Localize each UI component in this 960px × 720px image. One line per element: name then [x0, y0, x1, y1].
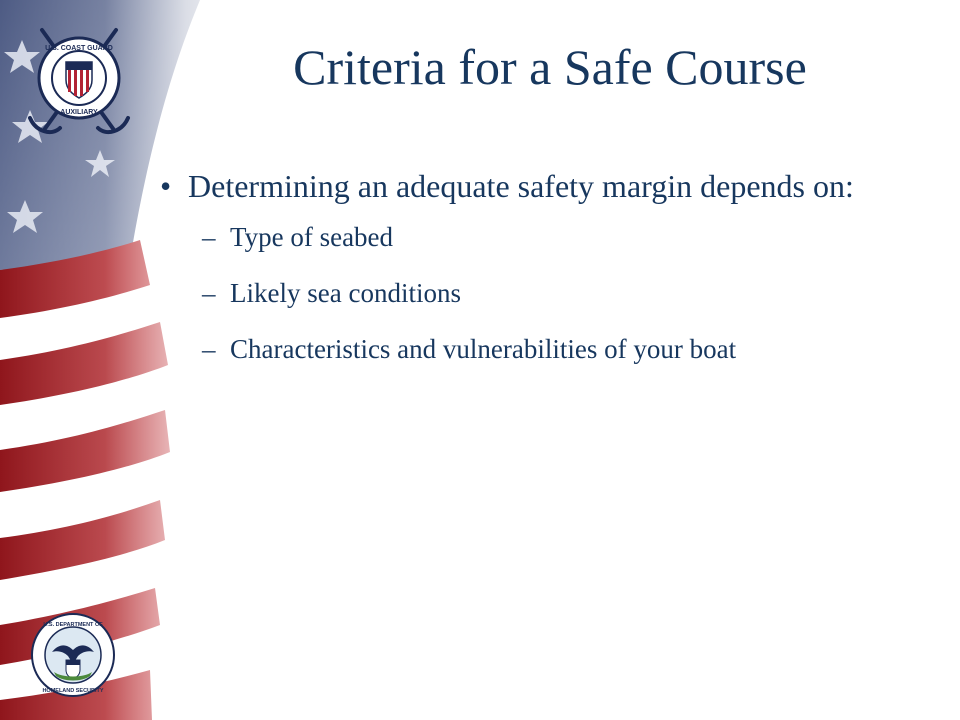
- sub-bullet-text: Characteristics and vulnerabilities of your boat: [230, 334, 737, 364]
- sub-bullet-item: [160, 220, 940, 254]
- sub-bullet-text: Likely sea conditions: [230, 278, 461, 308]
- slide-body: [160, 166, 940, 388]
- bullet-text: Determining an adequate safety margin depends on:: [188, 168, 854, 204]
- dhs-seal: [30, 612, 116, 698]
- sub-bullet-item: [160, 332, 940, 366]
- bullet-item: [160, 166, 940, 206]
- dash-marker: –: [202, 222, 216, 252]
- dash-marker: –: [202, 278, 216, 308]
- sub-bullet-list: [160, 220, 940, 366]
- dhs-seal-top-text: U.S. DEPARTMENT OF: [43, 622, 103, 628]
- coast-guard-auxiliary-logo: [24, 22, 134, 140]
- coast-guard-logo-bottom-text: AUXILIARY: [60, 109, 98, 116]
- coast-guard-logo-top-text: U.S. COAST GUARD: [45, 45, 113, 52]
- slide-title: Criteria for a Safe Course: [293, 39, 807, 95]
- dhs-seal-bottom-text: HOMELAND SECURITY: [42, 688, 104, 694]
- sub-bullet-item: [160, 276, 940, 310]
- bullet-marker: •: [160, 168, 172, 204]
- sub-bullet-text: Type of seabed: [230, 222, 394, 252]
- dash-marker: –: [202, 334, 216, 364]
